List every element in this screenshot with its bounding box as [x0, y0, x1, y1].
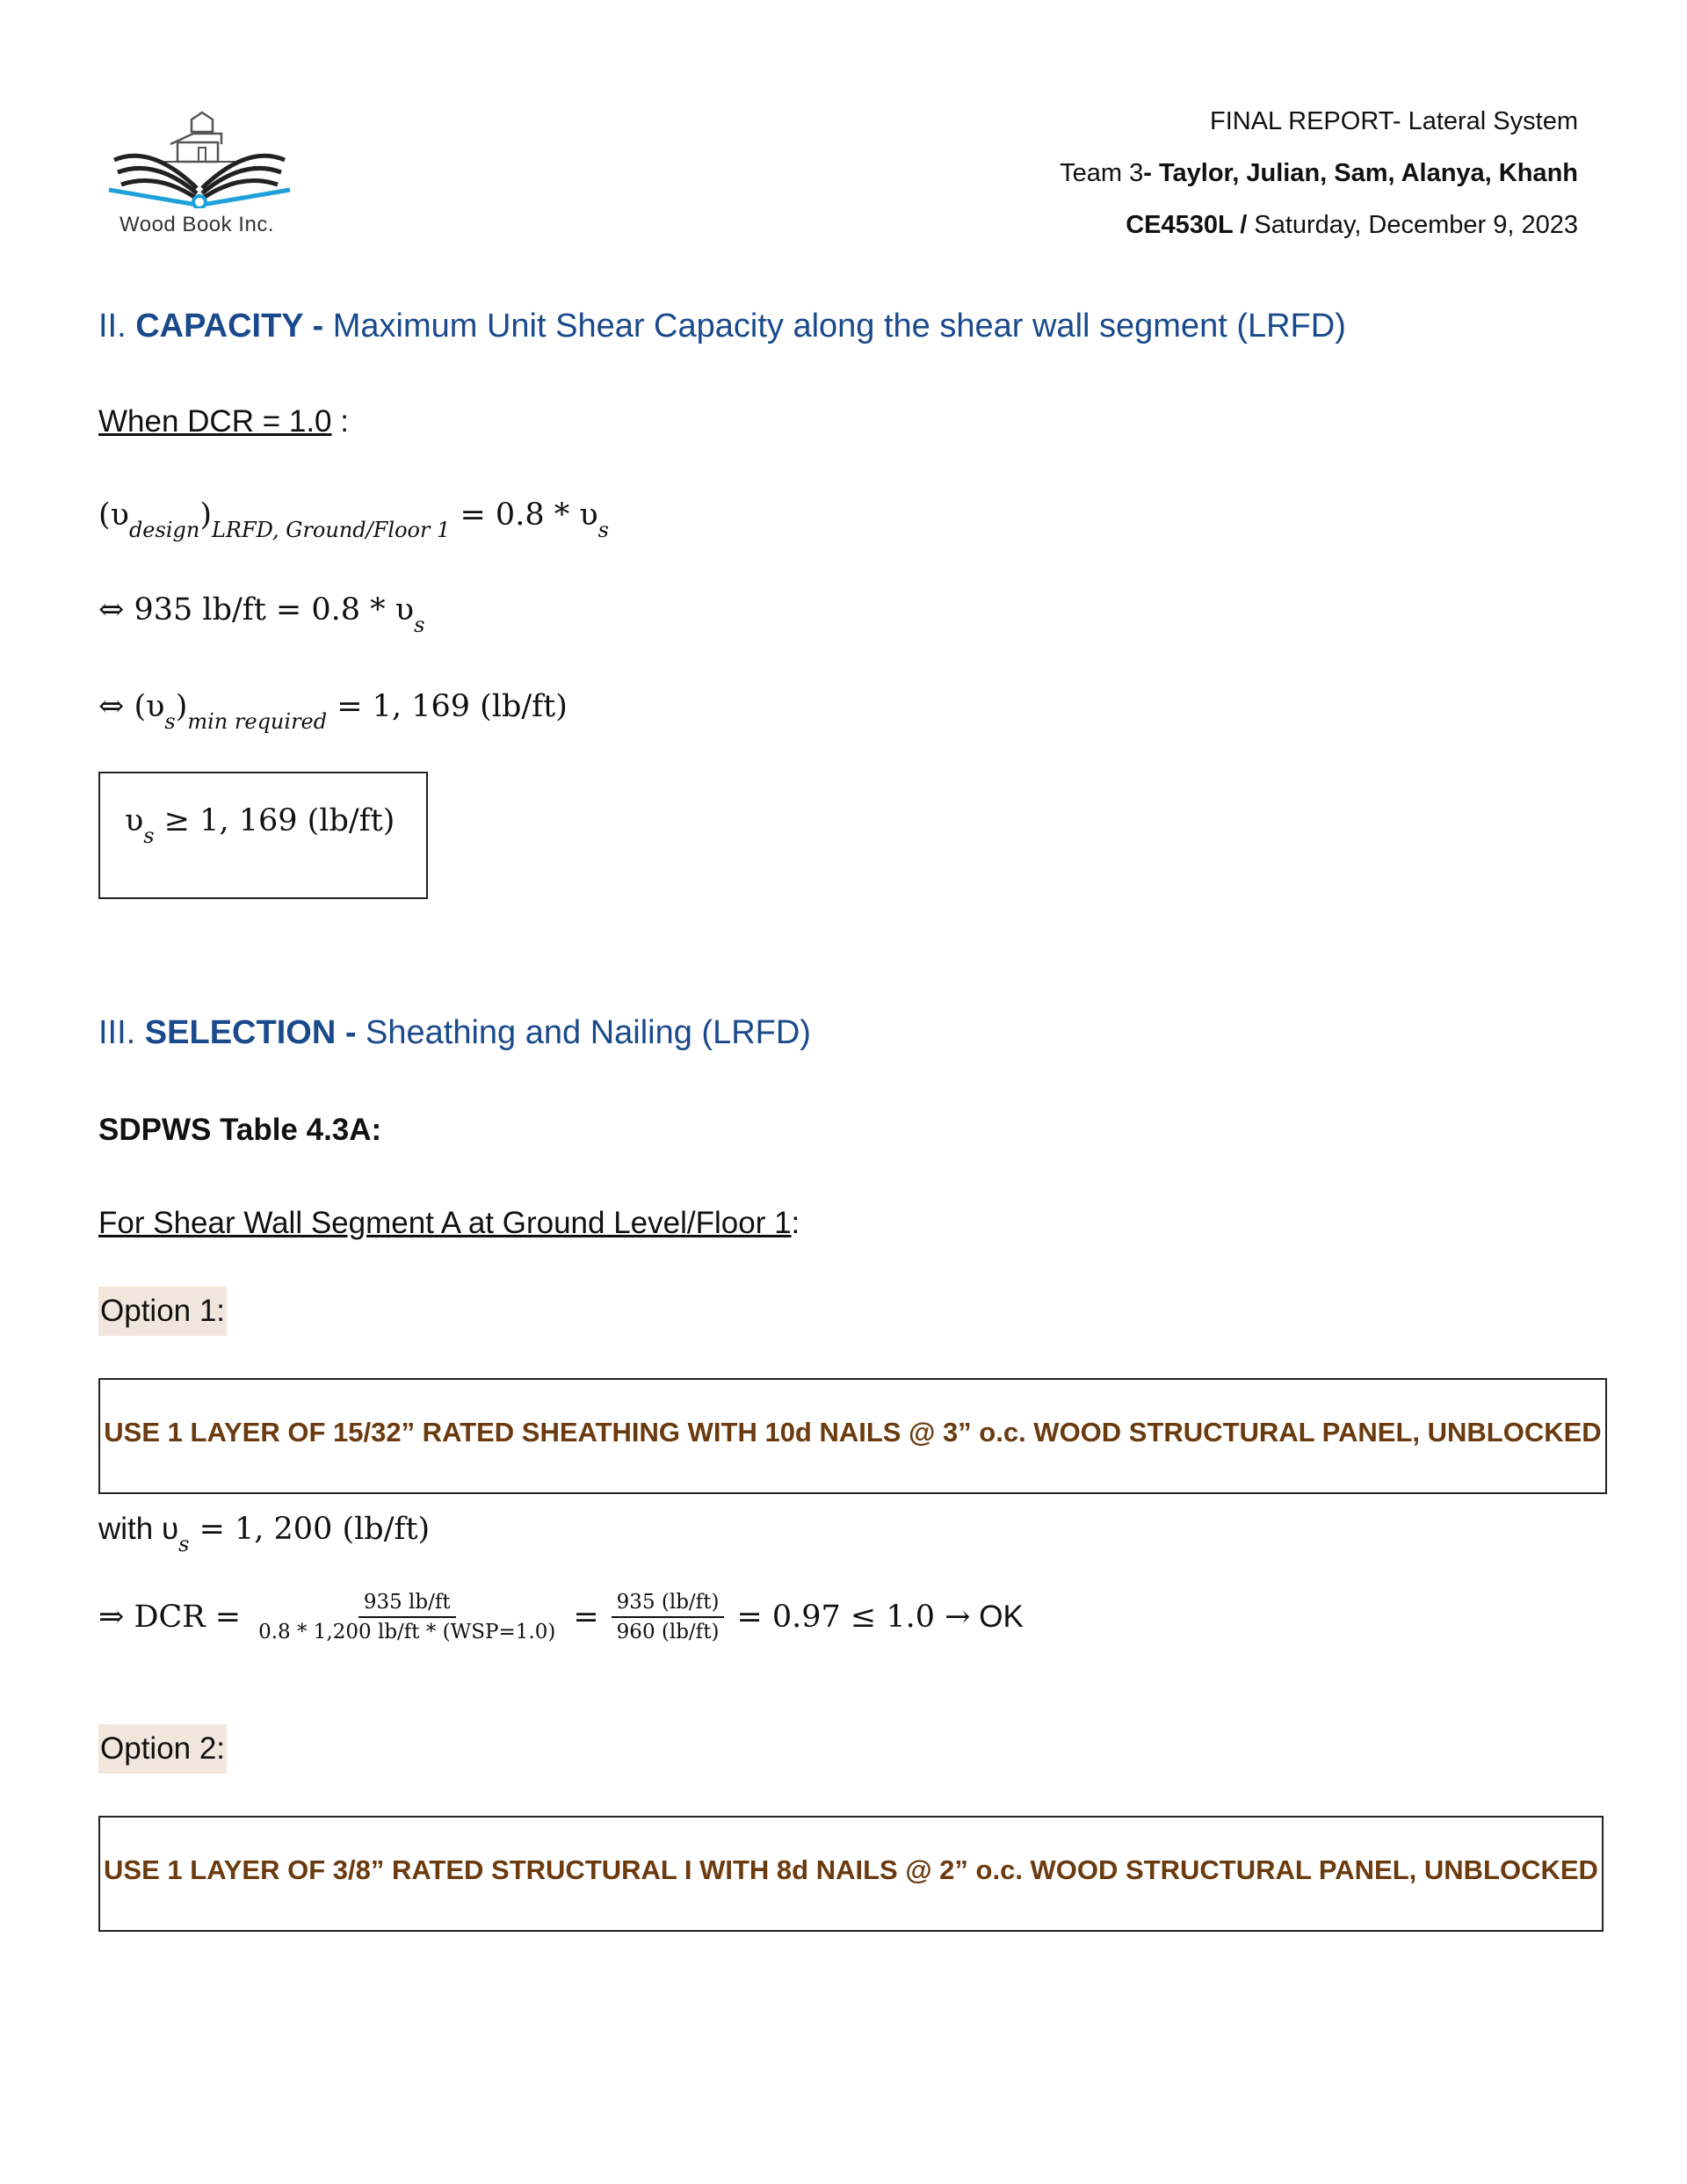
option-1-capacity: with $\upsilon_s = 1$, 200 (lb/ft)	[98, 1512, 431, 1556]
selection-heading: III. SELECTION - Sheathing and Nailing (LRFD)	[98, 1014, 811, 1051]
dcr-fraction-2: $\frac{935 (lb/ft)}{960 (lb/ft)}$	[612, 1591, 725, 1643]
report-title: FINAL REPORT- Lateral System	[1209, 107, 1578, 135]
option-2-spec-box	[98, 1816, 1604, 1932]
open-book-house-icon	[107, 107, 292, 208]
option-1-spec: USE 1 LAYER OF 15/32” RATED SHEATHING WITH 10d NAILS @ 3” o.c. WOOD STRUCTURAL PANEL, UNBLOCKED	[104, 1417, 1602, 1448]
company-logo	[107, 107, 292, 235]
equation-design-shear: $(\upsilon_{design})_{LRFD, Ground/Floor 1} = 0.8 * \upsilon_s$	[98, 497, 609, 542]
required-capacity-box: $\upsilon_s \ge 1$, 169 (lb/ft)	[98, 772, 428, 899]
company-name: Wood Book Inc.	[119, 213, 274, 236]
course-date-line: CE4530L / Saturday, December 9, 2023	[1126, 211, 1578, 239]
team-line: Team 3- Taylor, Julian, Sam, Alanya, Khanh	[1060, 159, 1578, 187]
option-1-dcr-check: ⇒ DCR = $\frac{935 lb/ft}{\text{0.8 * 1,200 lb/ft * (WSP=1.0)}}$ = $\frac{935 (lb/ft)}{960 (lb/ft)}$ = 0.97 ≤ 1.0 → OK	[98, 1591, 1024, 1643]
capacity-heading: II. CAPACITY - Maximum Unit Shear Capacity along the shear wall segment (LRFD)	[98, 308, 1346, 345]
option-2-label: Option 2:	[98, 1724, 227, 1774]
option-1-spec-box	[98, 1378, 1607, 1494]
equation-substitution: ⇔ 935 $lb/ft = 0.8 * \upsilon_s$	[98, 592, 425, 637]
option-2-spec: USE 1 LAYER OF 3/8” RATED STRUCTURAL I WITH 8d NAILS @ 2” o.c. WOOD STRUCTURAL PANEL, UNBLOCKED	[104, 1854, 1598, 1885]
dcr-condition: When DCR = 1.0 :	[98, 404, 349, 439]
table-reference: SDPWS Table 4.3A:	[98, 1113, 382, 1147]
segment-label: For Shear Wall Segment A at Ground Level/Floor 1:	[98, 1206, 800, 1240]
equation-min-required: ⇔ $(\upsilon_s)_{min required} = 1$, 169 (lb/ft)	[98, 689, 568, 734]
dcr-fraction-1: $\frac{935 lb/ft}{\text{0.8 * 1,200 lb/ft * (WSP=1.0)}}$	[258, 1591, 556, 1643]
option-1-label: Option 1:	[98, 1287, 227, 1336]
